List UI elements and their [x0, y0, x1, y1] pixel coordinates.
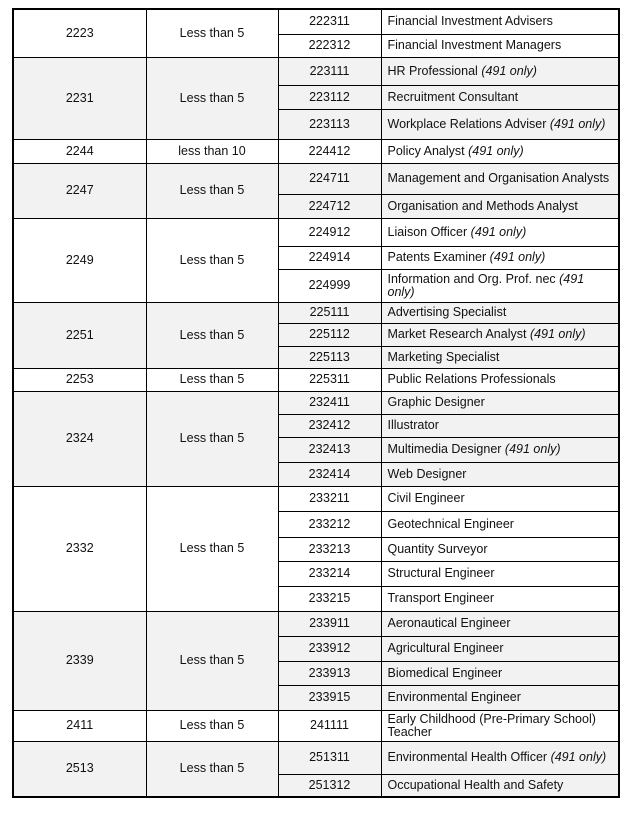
occupation-table: [12, 8, 620, 798]
table-row: [13, 163, 619, 194]
occupation-title-cell: [381, 661, 619, 685]
occupation-title-cell: [381, 437, 619, 462]
occupation-title-cell: [381, 57, 619, 85]
anzsco-code: 223113: [278, 109, 381, 139]
visa-note: (491 only): [504, 442, 561, 456]
occupation-title-cell: [381, 302, 619, 323]
occupation-title: Biomedical Engineer: [387, 665, 503, 680]
occupation-title-cell: [381, 511, 619, 537]
occupation-title: Early Childhood (Pre-Primary School) Teacher: [387, 711, 596, 739]
anzsco-code: 225113: [278, 346, 381, 368]
occupation-title-cell: [381, 611, 619, 636]
anzsco-code: 233913: [278, 661, 381, 685]
anzsco-code: 232411: [278, 391, 381, 414]
occupation-title-cell: [381, 194, 619, 218]
anzsco-code: 225311: [278, 368, 381, 391]
table-row: [13, 302, 619, 323]
occupation-title-cell: [381, 462, 619, 486]
table-row: [13, 611, 619, 636]
anzsco-code: 232414: [278, 462, 381, 486]
table-row: [13, 368, 619, 391]
invitation-count: Less than 5: [146, 9, 278, 57]
occupation-title-cell: [381, 139, 619, 163]
occupation-table-body: [13, 9, 619, 797]
occupation-title-cell: [381, 685, 619, 710]
invitation-count: Less than 5: [146, 710, 278, 741]
table-row: [13, 218, 619, 246]
occupation-title: Web Designer: [387, 466, 467, 481]
invitation-count: Less than 5: [146, 391, 278, 486]
table-row: [13, 57, 619, 85]
anzsco-code: 224712: [278, 194, 381, 218]
occupation-title-cell: [381, 246, 619, 269]
occupation-title: Liaison Officer: [387, 224, 468, 239]
invitation-count: Less than 5: [146, 218, 278, 302]
occupation-title: Financial Investment Advisers: [387, 14, 553, 29]
occupation-title-cell: [381, 561, 619, 586]
visa-note: (491 only): [529, 327, 586, 341]
anzsco-code: 232412: [278, 414, 381, 437]
unit-group-code: 2513: [13, 741, 146, 797]
invitation-count: less than 10: [146, 139, 278, 163]
anzsco-code: 224999: [278, 269, 381, 302]
occupation-title: Graphic Designer: [387, 395, 485, 409]
occupation-title: Geotechnical Engineer: [387, 516, 514, 531]
occupation-title-cell: [381, 323, 619, 346]
occupation-title-cell: [381, 741, 619, 774]
occupation-title-cell: [381, 391, 619, 414]
anzsco-code: 225111: [278, 302, 381, 323]
visa-note: (491 only): [550, 750, 607, 764]
anzsco-code: 223112: [278, 85, 381, 109]
occupation-title: Marketing Specialist: [387, 349, 500, 364]
occupation-title: Information and Org. Prof. nec: [387, 271, 556, 286]
occupation-title: Agricultural Engineer: [387, 641, 504, 655]
anzsco-code: 224412: [278, 139, 381, 163]
table-row: [13, 139, 619, 163]
occupation-title: Aeronautical Engineer: [387, 616, 511, 630]
occupation-title: HR Professional: [387, 63, 478, 78]
occupation-title-cell: [381, 85, 619, 109]
occupation-title: Structural Engineer: [387, 566, 495, 580]
occupation-title: Organisation and Methods Analyst: [387, 198, 578, 213]
table-row: [13, 486, 619, 511]
occupation-title-cell: [381, 218, 619, 246]
anzsco-code: 233915: [278, 685, 381, 710]
unit-group-code: 2251: [13, 302, 146, 368]
occupation-title-cell: [381, 774, 619, 797]
occupation-title-cell: [381, 368, 619, 391]
anzsco-code: 233214: [278, 561, 381, 586]
invitation-count: Less than 5: [146, 163, 278, 218]
unit-group-code: 2324: [13, 391, 146, 486]
anzsco-code: 222312: [278, 34, 381, 57]
occupation-title: Patents Examiner: [387, 250, 487, 264]
anzsco-code: 233215: [278, 586, 381, 611]
anzsco-code: 233212: [278, 511, 381, 537]
table-row: [13, 741, 619, 774]
unit-group-code: 2411: [13, 710, 146, 741]
occupation-title-cell: [381, 486, 619, 511]
table-row: [13, 710, 619, 741]
occupation-title: Civil Engineer: [387, 491, 465, 505]
occupation-title: Occupational Health and Safety: [387, 777, 564, 792]
visa-note: (491 only): [549, 116, 606, 131]
visa-note: (491 only): [489, 250, 546, 264]
anzsco-code: 233912: [278, 636, 381, 661]
occupation-title: Recruitment Consultant: [387, 89, 519, 104]
anzsco-code: 233911: [278, 611, 381, 636]
occupation-title: Public Relations Professionals: [387, 372, 556, 386]
occupation-title: Transport Engineer: [387, 591, 495, 605]
occupation-title: Market Research Analyst: [387, 327, 527, 341]
anzsco-code: 225112: [278, 323, 381, 346]
occupation-title: Workplace Relations Adviser: [387, 116, 547, 131]
occupation-title-cell: [381, 34, 619, 57]
invitation-count: Less than 5: [146, 741, 278, 797]
unit-group-code: 2332: [13, 486, 146, 611]
visa-note: (491 only): [470, 224, 527, 239]
anzsco-code: 224912: [278, 218, 381, 246]
table-row: [13, 391, 619, 414]
occupation-title-cell: [381, 109, 619, 139]
invitation-count: Less than 5: [146, 611, 278, 710]
occupation-title-cell: [381, 163, 619, 194]
occupation-title-cell: [381, 269, 619, 302]
invitation-count: Less than 5: [146, 368, 278, 391]
invitation-count: Less than 5: [146, 57, 278, 139]
table-row: [13, 9, 619, 34]
visa-note: (491 only): [387, 271, 585, 299]
invitation-count: Less than 5: [146, 486, 278, 611]
unit-group-code: 2253: [13, 368, 146, 391]
occupation-title: Multimedia Designer: [387, 442, 502, 456]
occupation-title-cell: [381, 586, 619, 611]
anzsco-code: 224711: [278, 163, 381, 194]
anzsco-code: 223111: [278, 57, 381, 85]
occupation-title: Policy Analyst: [387, 143, 465, 158]
occupation-title-cell: [381, 414, 619, 437]
unit-group-code: 2223: [13, 9, 146, 57]
unit-group-code: 2247: [13, 163, 146, 218]
anzsco-code: 251311: [278, 741, 381, 774]
anzsco-code: 222311: [278, 9, 381, 34]
occupation-title: Environmental Engineer: [387, 690, 521, 704]
occupation-title-cell: [381, 9, 619, 34]
occupation-title: Environmental Health Officer: [387, 750, 548, 764]
occupation-title: Advertising Specialist: [387, 305, 507, 319]
occupation-title-cell: [381, 636, 619, 661]
invitation-count: Less than 5: [146, 302, 278, 368]
occupation-title: Financial Investment Managers: [387, 38, 562, 52]
anzsco-code: 224914: [278, 246, 381, 269]
anzsco-code: 251312: [278, 774, 381, 797]
anzsco-code: 241111: [278, 710, 381, 741]
anzsco-code: 233213: [278, 537, 381, 561]
visa-note: (491 only): [481, 63, 537, 78]
occupation-title-cell: [381, 710, 619, 741]
unit-group-code: 2244: [13, 139, 146, 163]
visa-note: (491 only): [468, 143, 524, 158]
anzsco-code: 232413: [278, 437, 381, 462]
occupation-title-cell: [381, 537, 619, 561]
occupation-title: Illustrator: [387, 418, 439, 432]
occupation-title: Management and Organisation Analysts: [387, 171, 610, 185]
unit-group-code: 2249: [13, 218, 146, 302]
occupation-title: Quantity Surveyor: [387, 541, 488, 556]
unit-group-code: 2339: [13, 611, 146, 710]
unit-group-code: 2231: [13, 57, 146, 139]
occupation-title-cell: [381, 346, 619, 368]
anzsco-code: 233211: [278, 486, 381, 511]
